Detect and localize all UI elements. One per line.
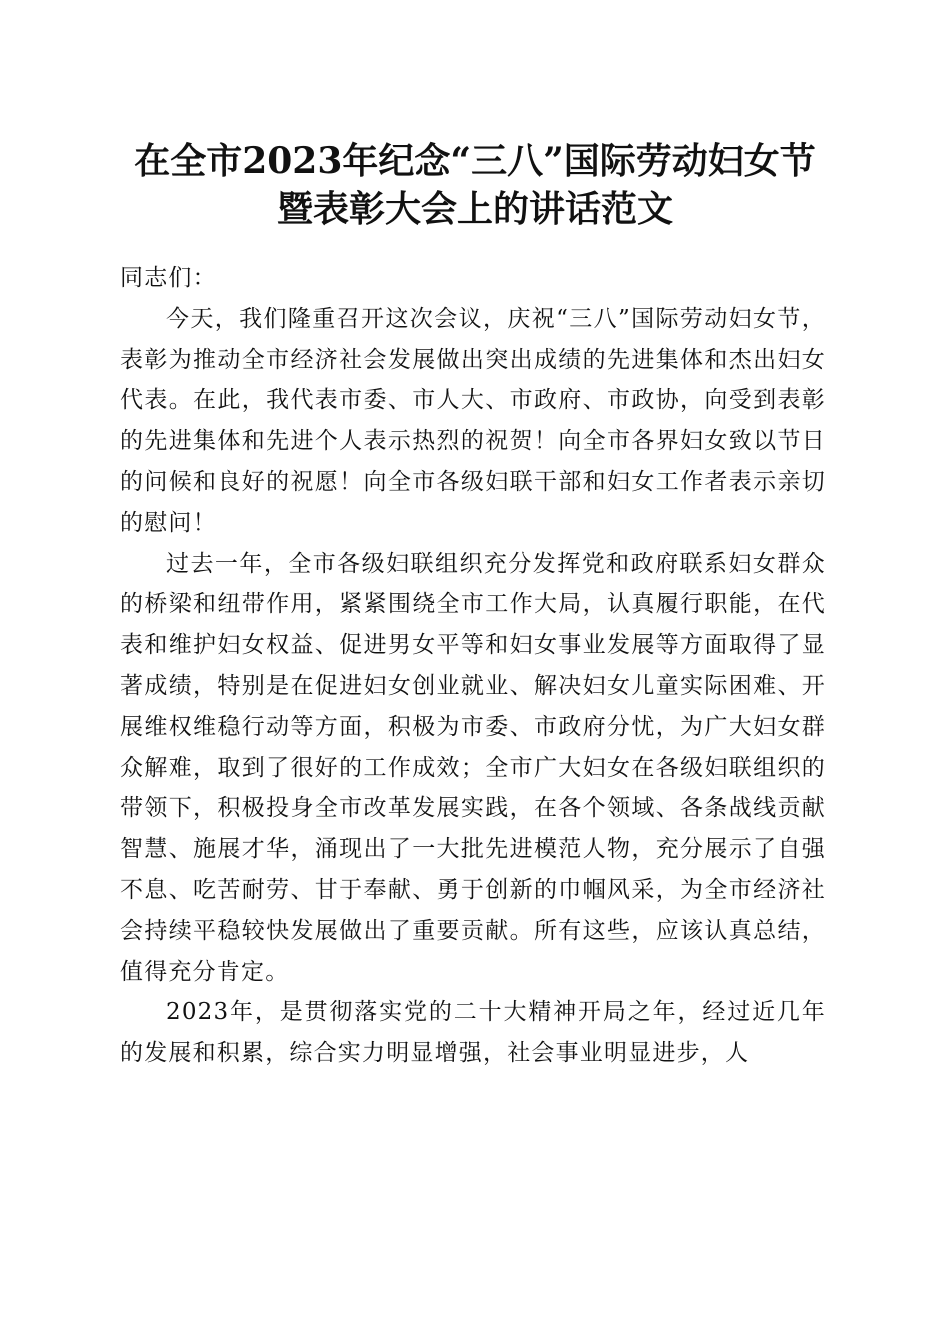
paragraph-2: 过去一年，全市各级妇联组织充分发挥党和政府联系妇女群众的桥梁和纽带作用，紧紧围绕全市工作大局，认真履行职能，在代表和维护妇女权益、促进男女平等和妇女事业发展等方面取得了显著成绩，特别是在促进妇女创业就业、解决妇女儿童实际困难、开展维权维稳行动等方面，积极为市委、市政府分忧，为广大妇女群众解难，取到了很好的工作成效；全市广大妇女在各级妇联组织的带领下，积极投身全市改革发展实践，在各个领域、各条战线贡献智慧、施展才华，涌现出了一大批先进模范人物，充分展示了自强不息、吃苦耐劳、甘于奉献、勇于创新的巾帼风采，为全市经济社会持续平稳较快发展做出了重要贡献。所有这些，应该认真总结，值得充分肯定。 <box>120 550 826 985</box>
salutation: 同志们： <box>120 265 217 291</box>
paragraph-3: 2023年，是贯彻落实党的二十大精神开局之年，经过近几年的发展和积累，综合实力明显增强，社会事业明显进步，人 <box>120 999 826 1067</box>
paragraph-1: 今天，我们隆重召开这次会议，庆祝“三八”国际劳动妇女节，表彰为推动全市经济社会发展做出突出成绩的先进集体和杰出妇女代表。在此，我代表市委、市人大、市政府、市政协，向受到表彰的先进集体和先进个人表示热烈的祝贺！向全市各界妇女致以节日的问候和良好的祝愿！向全市各级妇联干部和妇女工作者表示亲切的慰问！ <box>120 305 826 536</box>
document-title-line-2: 暨表彰大会上的讲话范文 <box>276 188 673 230</box>
document-title-line-1: 在全市2023年纪念“三八”国际劳动妇女节 <box>134 140 816 182</box>
document-body <box>120 258 826 1074</box>
